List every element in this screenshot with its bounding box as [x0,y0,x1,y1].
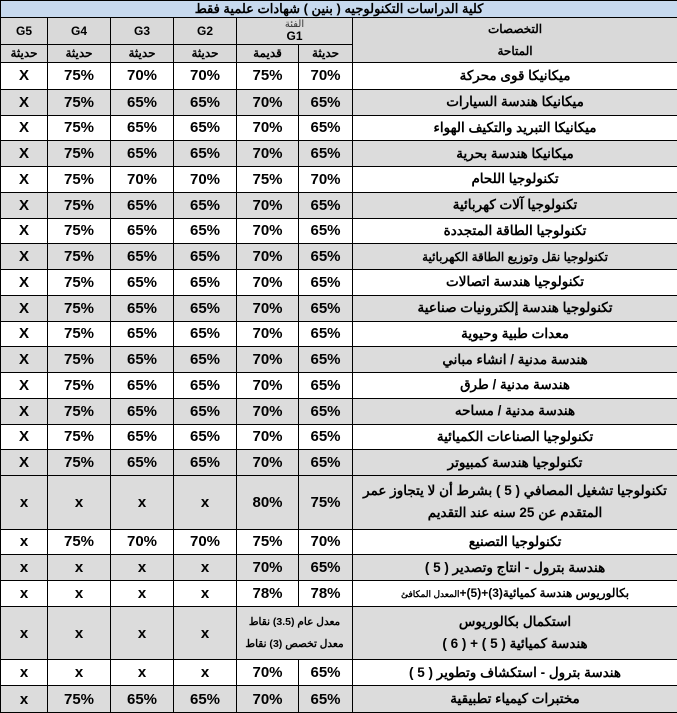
table-row [1,167,677,193]
g4-cell: x [48,555,111,581]
g2-cell: 65% [174,295,237,321]
g5-cell: x [1,581,48,607]
g2-cell: 65% [174,686,237,713]
g3-cell: x [111,555,174,581]
specialties-header: التخصصات المتاحة [353,18,677,63]
specialty-name: تكنولوجيا هندسة كمبيوتر [353,450,677,476]
specialty-name: تكنولوجيا نقل وتوزيع الطاقة الكهربائية [353,244,677,270]
table-row [1,555,677,581]
g5-header: G5 [1,18,48,45]
g5-cell: X [1,89,48,115]
g5-cell: X [1,244,48,270]
g5-cell: x [1,529,48,555]
g2-cell: 65% [174,373,237,399]
g1-new-cell: 65% [299,555,353,581]
g3-cell: 70% [111,529,174,555]
g4-cell: 75% [48,398,111,424]
g5-cell: X [1,115,48,141]
table-row [1,398,677,424]
g1-new-cell: 70% [299,167,353,193]
g4-cell: 75% [48,373,111,399]
g1-old-cell: 70% [237,686,299,713]
g1-new-cell: 65% [299,270,353,296]
g4-cell: 75% [48,218,111,244]
g2-cell: x [174,606,237,660]
g1-old-cell: 70% [237,295,299,321]
specialty-name: هندسة مدنية / مساحه [353,398,677,424]
g5-cell: X [1,373,48,399]
g1-old-cell: 70% [237,115,299,141]
g2-header: G2 [174,18,237,45]
g1-old-cell: 70% [237,270,299,296]
g3-cell: 65% [111,686,174,713]
g1-old-cell: 70% [237,321,299,347]
g5-cell: X [1,450,48,476]
g4-cell: 75% [48,115,111,141]
g3-cell: 65% [111,295,174,321]
g3-cell: 65% [111,347,174,373]
g5-cell: X [1,192,48,218]
table-row [1,89,677,115]
specialty-name: تكنولوجيا الطاقة المتجددة [353,218,677,244]
table-row [1,295,677,321]
g4-header: G4 [48,18,111,45]
table-row [1,270,677,296]
g3-cell: 65% [111,115,174,141]
table-row [1,581,677,607]
g5-cell: X [1,270,48,296]
specialty-name: معدات طبية وحيوية [353,321,677,347]
g5-new-header: حديثة [1,44,48,62]
g5-cell: X [1,141,48,167]
g1-new-cell: 65% [299,89,353,115]
g1-old-cell: 78% [237,581,299,607]
specialty-name: تكنولوجيا آلات كهربائية [353,192,677,218]
g4-cell: 75% [48,424,111,450]
g5-cell: X [1,218,48,244]
g1-new-cell: 70% [299,63,353,90]
g5-cell: X [1,347,48,373]
g3-cell: 65% [111,244,174,270]
g1-new-cell: 65% [299,141,353,167]
table-row [1,529,677,555]
g2-cell: 65% [174,398,237,424]
g2-cell: x [174,581,237,607]
g5-cell: X [1,63,48,90]
g3-cell: 65% [111,321,174,347]
g4-cell: 75% [48,321,111,347]
table-row [1,63,677,90]
g5-cell: x [1,476,48,530]
g4-cell: x [48,606,111,660]
g1-new-header: حديثة [299,44,353,62]
g5-cell: x [1,555,48,581]
table-title: كلية الدراسات التكنولوجيه ( بنين ) شهادات علمية فقط [1,1,677,18]
g2-cell: 65% [174,450,237,476]
g1-new-cell: 65% [299,373,353,399]
g1-new-cell: 65% [299,450,353,476]
g2-cell: x [174,476,237,530]
g5-cell: x [1,686,48,713]
specialty-name: ميكانيكا هندسة السيارات [353,89,677,115]
g1-new-cell: 65% [299,424,353,450]
g2-cell: 65% [174,270,237,296]
g3-cell: x [111,476,174,530]
g1-new-cell: 65% [299,660,353,686]
g2-cell: x [174,555,237,581]
g5-cell: X [1,295,48,321]
g3-header: G3 [111,18,174,45]
g3-cell: 65% [111,141,174,167]
specialty-name: تكنولوجيا هندسة اتصالات [353,270,677,296]
g2-cell: x [174,660,237,686]
g1-old-cell: 70% [237,398,299,424]
g3-cell: x [111,581,174,607]
g1-old-cell: 70% [237,192,299,218]
g1-old-cell: 75% [237,63,299,90]
g3-cell: 65% [111,89,174,115]
category-label: الفئة [237,20,352,30]
specialty-name: تكنولوجيا الصناعات الكميائية [353,424,677,450]
g3-cell: 65% [111,398,174,424]
g2-cell: 65% [174,115,237,141]
g4-cell: 75% [48,529,111,555]
g4-cell: 75% [48,63,111,90]
g1-old-cell: 70% [237,141,299,167]
g1-old-cell: 70% [237,373,299,399]
g1-new-cell: 70% [299,529,353,555]
specialty-name: استكمال بكالوريوس هندسة كميائية ( 5 ) + ( 6 ) [353,606,677,660]
g5-cell: x [1,660,48,686]
g5-cell: x [1,606,48,660]
g1-old-cell: 70% [237,89,299,115]
table-row [1,141,677,167]
g1-new-cell: 65% [299,321,353,347]
g1-old-cell: 75% [237,529,299,555]
g3-cell: 65% [111,218,174,244]
specialty-name: تكنولوجيا التصنيع [353,529,677,555]
g1-old-cell: 70% [237,347,299,373]
table-row [1,192,677,218]
g2-cell: 65% [174,347,237,373]
g5-cell: X [1,398,48,424]
g3-cell: 65% [111,192,174,218]
g3-cell: 65% [111,373,174,399]
g2-cell: 70% [174,167,237,193]
g1-old-header: قديمة [237,44,299,62]
table-row [1,373,677,399]
g2-cell: 65% [174,244,237,270]
table-row [1,347,677,373]
specialty-name: هندسة مدنية / طرق [353,373,677,399]
g1-old-cell: 80% [237,476,299,530]
table-row [1,450,677,476]
g4-cell: 75% [48,295,111,321]
g4-cell: x [48,581,111,607]
g1-old-cell: 75% [237,167,299,193]
specialty-name: ميكانيكا هندسة بحرية [353,141,677,167]
table-row [1,321,677,347]
g4-cell: x [48,660,111,686]
g1-header: الفئة G1 [237,18,353,45]
g4-cell: 75% [48,270,111,296]
specialty-name: تكنولوجيا اللحام [353,167,677,193]
g4-cell: 75% [48,89,111,115]
g2-cell: 70% [174,63,237,90]
table-row [1,476,677,530]
g3-new-header: حديثة [111,44,174,62]
g1-new-cell: 65% [299,244,353,270]
g2-cell: 65% [174,192,237,218]
g1-new-cell: 75% [299,476,353,530]
g4-cell: 75% [48,450,111,476]
table-row [1,218,677,244]
g1-new-cell: 65% [299,115,353,141]
g1-new-cell: 65% [299,347,353,373]
table-row [1,244,677,270]
g5-cell: X [1,424,48,450]
g4-cell: x [48,476,111,530]
g3-cell: x [111,606,174,660]
g4-cell: 75% [48,192,111,218]
g2-cell: 65% [174,424,237,450]
g4-cell: 75% [48,141,111,167]
table-row [1,660,677,686]
specialty-name: تكنولوجيا هندسة إلكترونيات صناعية [353,295,677,321]
g3-cell: 70% [111,63,174,90]
g4-new-header: حديثة [48,44,111,62]
g1-old-cell: 70% [237,450,299,476]
g1-new-cell: 65% [299,686,353,713]
g3-cell: 65% [111,450,174,476]
name-suffix: المعدل المكافئ [401,589,460,599]
specialty-name: تكنولوجيا تشغيل المصافي ( 5 ) بشرط أن لا يتجاوز عمر المتقدم عن 25 سنه عند التقديم [353,476,677,530]
g2-cell: 65% [174,141,237,167]
g4-cell: 75% [48,347,111,373]
g2-cell: 65% [174,321,237,347]
specialty-name: هندسة بترول - انتاج وتصدير ( 5 ) [353,555,677,581]
g5-cell: X [1,321,48,347]
g4-cell: 75% [48,244,111,270]
specialty-name: ميكانيكا التبريد والتكيف الهواء [353,115,677,141]
g3-cell: 70% [111,167,174,193]
g2-cell: 65% [174,218,237,244]
g5-cell: X [1,167,48,193]
g3-cell: 65% [111,424,174,450]
specialty-name: بكالوريوس هندسة كميائية(3)+(5)+المعدل المكافئ [353,581,677,607]
g4-cell: 75% [48,686,111,713]
specialty-name: ميكانيكا قوى محركة [353,63,677,90]
g1-new-cell: 65% [299,218,353,244]
g1-new-cell: 65% [299,192,353,218]
g1-old-cell: 70% [237,424,299,450]
specialty-name: هندسة بترول - استكشاف وتطوير ( 5 ) [353,660,677,686]
specialty-name: مختبرات كيمياء تطبيقية [353,686,677,713]
g1-new-cell: 65% [299,398,353,424]
table-row [1,424,677,450]
g3-cell: 65% [111,270,174,296]
g1-old-cell: 70% [237,218,299,244]
g2-new-header: حديثة [174,44,237,62]
g1-old-cell: 70% [237,660,299,686]
table-row [1,115,677,141]
g1-new-cell: 78% [299,581,353,607]
table-row [1,686,677,713]
specialty-name: هندسة مدنية / انشاء مباني [353,347,677,373]
g4-cell: 75% [48,167,111,193]
g1-old-cell: 70% [237,555,299,581]
g1-new-cell: 65% [299,295,353,321]
requirement-note: معدل عام (3.5) نقاط معدل تخصص (3) نقاط [237,606,353,660]
g3-cell: x [111,660,174,686]
g2-cell: 70% [174,529,237,555]
g2-cell: 65% [174,89,237,115]
g1-old-cell: 70% [237,244,299,270]
table-row [1,606,677,660]
